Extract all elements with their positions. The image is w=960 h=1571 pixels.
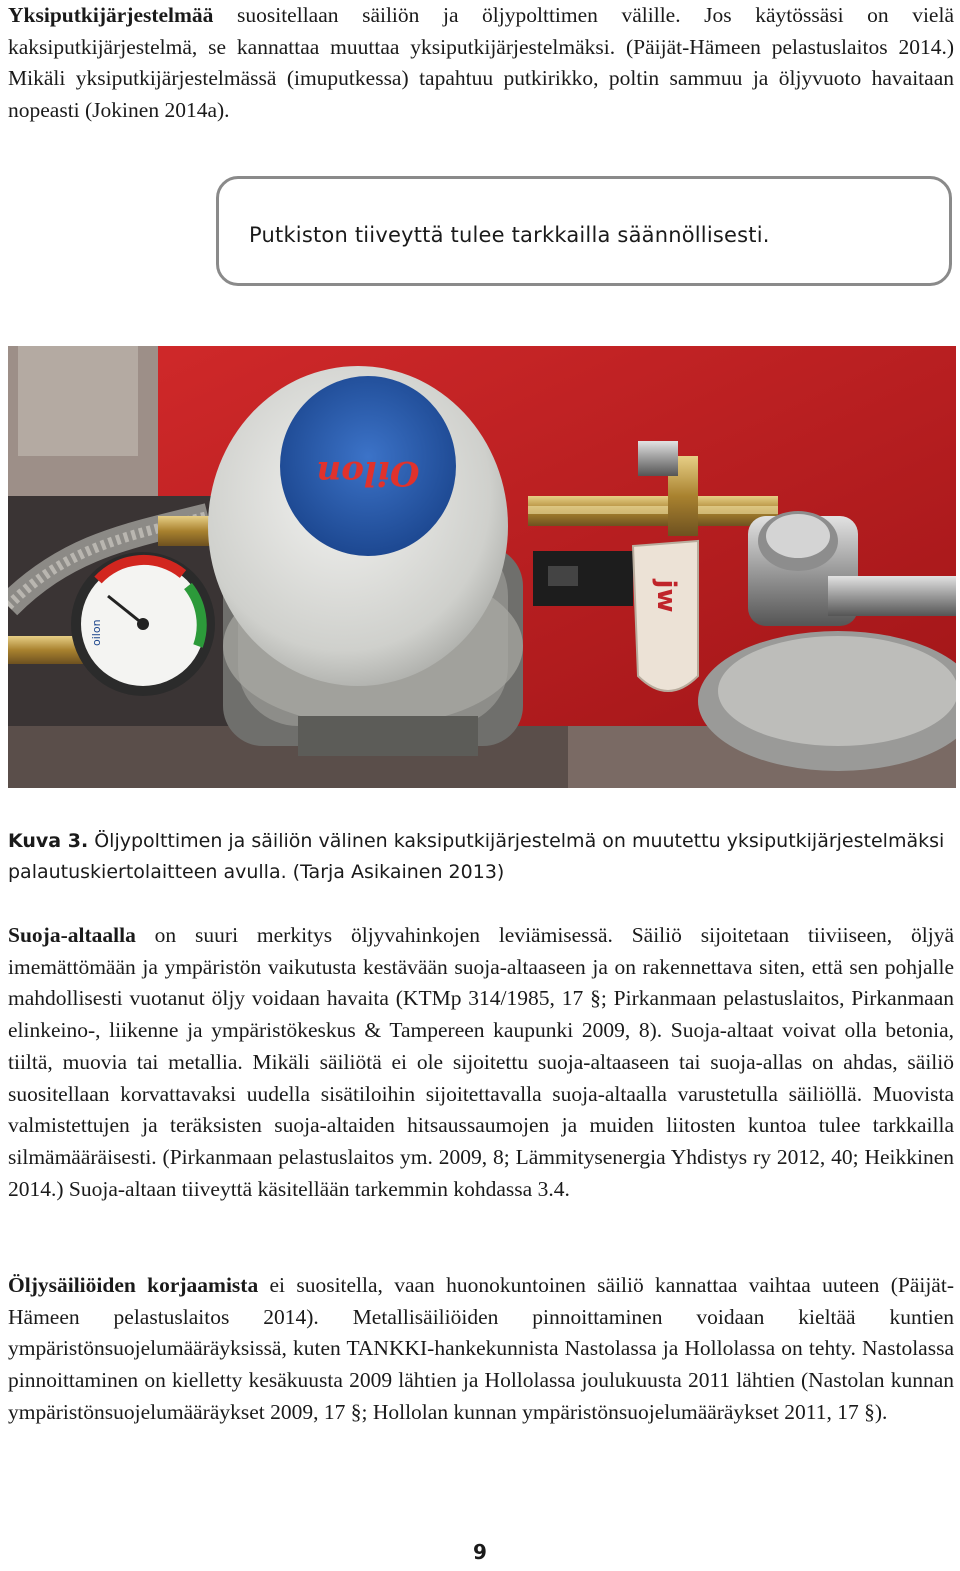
photo-oil-burner-piping <box>8 346 956 788</box>
paragraph-text: ei suositella, vaan huonokuntoinen säiliö kannattaa vaihtaa uuteen (Päijät-Hämeen pelastuslaitos 2014). Metallisäiliöiden pinnoittaminen voidaan kieltää kuntien ympäristönsuojelumääräyksissä, kuten TANKKI-hankekunnista Nastolassa ja Hollolassa on tehty. Nastolassa pinnoittaminen on kielletty kesäkuusta 2009 lähtien ja Hollolassa joulukuusta 2011 lähtien (Nastolan kunnan ympäristönsuojelumääräykset 2009, 17 §; Hollolan kunnan ympäristönsuojelumääräykset 2011, 17 §). <box>8 1273 954 1424</box>
callout-text: Putkiston tiiveyttä tulee tarkkailla säännöllisesti. <box>249 223 770 247</box>
gauge-brand-text: oilon <box>90 619 103 646</box>
term-tank-repair: Öljysäiliöiden korjaamista <box>8 1273 259 1297</box>
page-number: 9 <box>473 1540 487 1564</box>
paragraph-one-pipe-system <box>8 0 954 127</box>
figure-caption <box>8 826 954 888</box>
paragraph-text: on suuri merkitys öljyvahinkojen leviämisessä. Säiliö sijoitetaan tiiviiseen, öljyä imemättömään ja ympäristön vaikutusta kestävään suoja-altaaseen ja on rakennettava siten, että sen pohjalle mahdollisesti vuotanut öljy voidaan havaita (KTMp 314/1985, 17 §; Pirkanmaan pelastuslaitos, Pirkanmaan elinkeino-, liikenne ja ympäristökeskus & Tampereen kaupunki 2009, 8). Suoja-altaat voivat olla betonia, tiiltä, muovia tai metallia. Mikäli säiliötä ei ole sijoitettu suoja-altaaseen tai suoja-allas on ahdas, säiliö suositellaan korvattavaksi uudella sisätiloihin sijoitettavalla suoja-altaalla varustetulla säiliöllä. Muovista valmistettujen ja teräksisten suoja-altaiden hitsaussaumojen ja muiden liitosten kuntoa tulee tarkkailla silmämääräisesti. (Pirkanmaan pelastuslaitos ym. 2009, 8; Lämmitysenergia Yhdistys ry 2012, 40; Heikkinen 2014.) Suoja-altaan tiiveyttä käsitellään tarkemmin kohdassa 3.4. <box>8 923 954 1201</box>
handle-brand-text: jw <box>651 579 681 613</box>
paragraph-containment-basin <box>8 920 954 1205</box>
paragraph-tank-repair <box>8 1270 954 1429</box>
figure-caption-label: Kuva 3. <box>8 830 89 852</box>
cap-brand-text: Oilon <box>316 453 420 493</box>
term-one-pipe-system: Yksiputkijärjestelmää <box>8 3 214 27</box>
term-containment-basin: Suoja-altaalla <box>8 923 136 947</box>
paragraph-text: suositellaan säiliön ja öljypolttimen välille. Jos käytössäsi on vielä kaksiputkijärjestelmä, se kannattaa muuttaa yksiputkijärjestelmäksi. (Päijät-Hämeen pelastuslaitos 2014.) Mikäli yksiputkijärjestelmässä (imuputkessa) tapahtuu putkirikko, poltin sammuu ja öljyvuoto havaitaan nopeasti (Jokinen 2014a). <box>8 3 954 123</box>
figure-caption-text: Öljypolttimen ja säiliön välinen kaksiputkijärjestelmä on muutettu yksiputkijärjestelmäksi palautuskiertolaitteen avulla. (Tarja Asikainen 2013) <box>8 830 945 883</box>
callout-box <box>216 176 952 286</box>
